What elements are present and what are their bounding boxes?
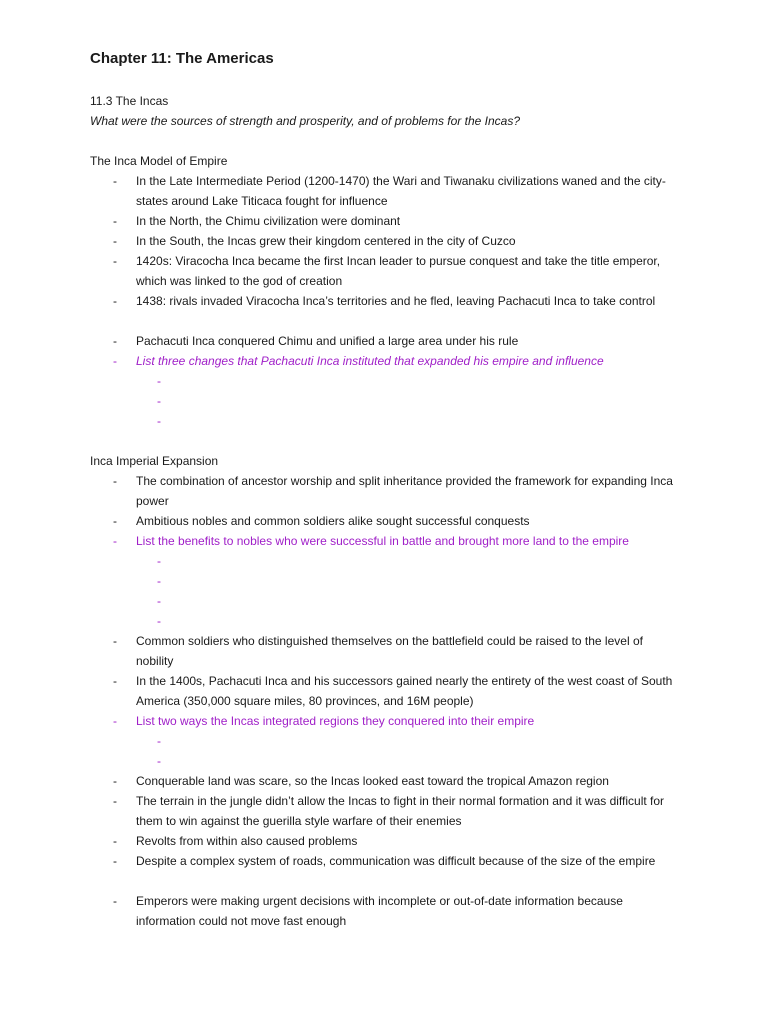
list-item: In the 1400s, Pachacuti Inca and his successors gained nearly the entirety of the west coast of South America (350,000 square miles, 80 provinces, and 16M people) bbox=[136, 674, 673, 708]
prompt-item: List the benefits to nobles who were successful in battle and brought more land to the empire bbox=[136, 534, 629, 548]
list-item: 1438: rivals invaded Viracocha Inca’s territories and he fled, leaving Pachacuti Inca to take control bbox=[136, 294, 656, 308]
bullet-dash: - bbox=[113, 634, 117, 648]
list-item: Pachacuti Inca conquered Chimu and unified a large area under his rule bbox=[136, 334, 519, 348]
bullet-dash: - bbox=[113, 854, 117, 868]
list-item: Revolts from within also caused problems bbox=[136, 834, 358, 848]
list-item: The terrain in the jungle didn’t allow the Incas to fight in their normal formation and it was difficult for them to win against the guerilla style warfare of their enemies bbox=[136, 794, 665, 828]
answer-dash: - bbox=[157, 734, 161, 748]
bullet-dash: - bbox=[113, 514, 117, 528]
part1-heading: The Inca Model of Empire bbox=[90, 154, 228, 168]
section-question: What were the sources of strength and prosperity, and of problems for the Incas? bbox=[90, 114, 521, 128]
list-item: Common soldiers who distinguished themselves on the battlefield could be raised to the level of nobility bbox=[136, 634, 643, 668]
answer-dash: - bbox=[157, 374, 161, 388]
prompt-item: List three changes that Pachacuti Inca instituted that expanded his empire and influence bbox=[136, 354, 604, 368]
bullet-dash: - bbox=[113, 334, 117, 348]
bullet-dash: - bbox=[113, 834, 117, 848]
list-item: Ambitious nobles and common soldiers alike sought successful conquests bbox=[136, 514, 530, 528]
answer-dash: - bbox=[157, 394, 161, 408]
bullet-dash: - bbox=[113, 674, 117, 688]
bullet-dash: - bbox=[113, 474, 117, 488]
section-heading: 11.3 The Incas bbox=[90, 94, 169, 108]
bullet-dash: - bbox=[113, 714, 117, 728]
list-item: The combination of ancestor worship and split inheritance provided the framework for expanding Inca power bbox=[136, 474, 673, 508]
list-item: Conquerable land was scare, so the Incas looked east toward the tropical Amazon region bbox=[136, 774, 609, 788]
answer-dash: - bbox=[157, 754, 161, 768]
list-item: Despite a complex system of roads, communication was difficult because of the size of the empire bbox=[136, 854, 656, 868]
answer-dash: - bbox=[157, 574, 161, 588]
answer-dash: - bbox=[157, 594, 161, 608]
answer-dash: - bbox=[157, 554, 161, 568]
list-item: In the South, the Incas grew their kingdom centered in the city of Cuzco bbox=[136, 234, 516, 248]
bullet-dash: - bbox=[113, 894, 117, 908]
bullet-dash: - bbox=[113, 214, 117, 228]
bullet-dash: - bbox=[113, 294, 117, 308]
answer-dash: - bbox=[157, 614, 161, 628]
bullet-dash: - bbox=[113, 174, 117, 188]
bullet-dash: - bbox=[113, 354, 117, 368]
bullet-dash: - bbox=[113, 534, 117, 548]
list-item: Emperors were making urgent decisions with incomplete or out-of-date information because information could not move fast enough bbox=[136, 894, 623, 928]
list-item: In the North, the Chimu civilization were dominant bbox=[136, 214, 401, 228]
bullet-dash: - bbox=[113, 234, 117, 248]
chapter-title: Chapter 11: The Americas bbox=[90, 50, 274, 67]
part2-heading: Inca Imperial Expansion bbox=[90, 454, 219, 468]
answer-dash: - bbox=[157, 414, 161, 428]
list-item: In the Late Intermediate Period (1200-1470) the Wari and Tiwanaku civilizations waned and the city-states around Lake Titicaca fought for influence bbox=[136, 174, 666, 208]
bullet-dash: - bbox=[113, 774, 117, 788]
bullet-dash: - bbox=[113, 254, 117, 268]
list-item: 1420s: Viracocha Inca became the first Incan leader to pursue conquest and take the title emperor, which was linked to the god of creation bbox=[136, 254, 661, 288]
bullet-dash: - bbox=[113, 794, 117, 808]
prompt-item: List two ways the Incas integrated regions they conquered into their empire bbox=[136, 714, 535, 728]
